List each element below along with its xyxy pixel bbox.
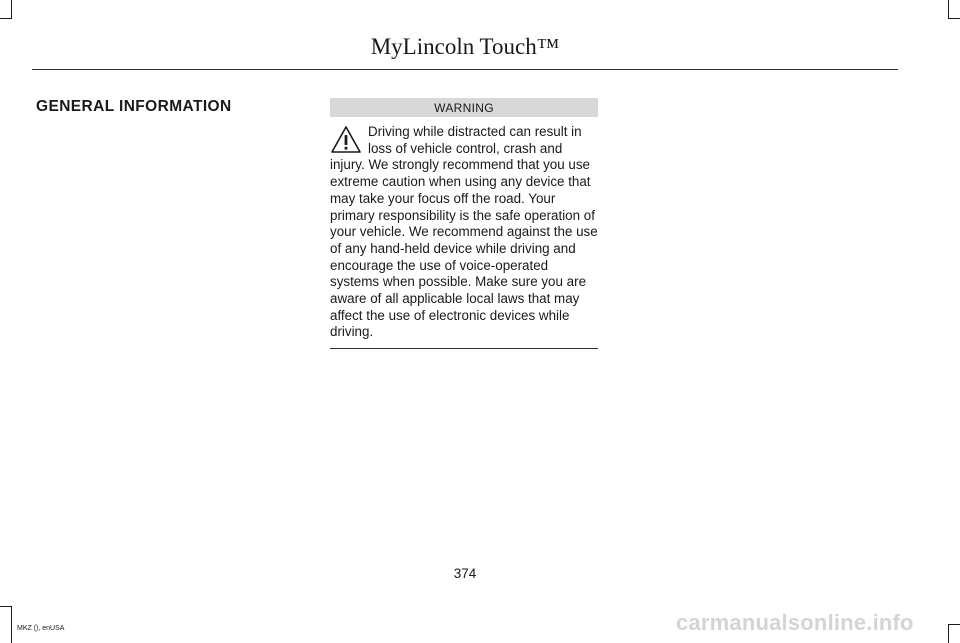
warning-box	[330, 98, 598, 349]
crop-mark	[948, 0, 949, 18]
crop-mark	[0, 606, 12, 607]
warning-label: WARNING	[330, 98, 598, 117]
crop-mark	[0, 18, 12, 19]
crop-mark	[11, 606, 12, 643]
crop-mark	[948, 18, 960, 19]
crop-mark	[948, 624, 960, 625]
crop-mark	[948, 624, 949, 643]
header-divider	[32, 69, 898, 70]
watermark: carmanualsonline.info	[676, 610, 914, 635]
warning-body	[330, 124, 598, 341]
warning-triangle-icon	[330, 125, 362, 155]
section-heading: GENERAL INFORMATION	[36, 98, 232, 115]
warning-divider	[330, 348, 598, 349]
crop-mark	[11, 0, 12, 18]
warning-text: Driving while distracted can result in loss of vehicle control, crash and injury. We strongly recommend that you use extreme caution when using any device that may take your focus off the road. Your primary responsibility is the safe operation of your vehicle. We recommend against the use of any hand-held device while driving and encourage the use of voice-operated systems when possible. Make sure you are aware of all applicable local laws that may affect the use of electronic devices while driving.	[330, 124, 598, 340]
page-header-title: MyLincoln Touch™	[370, 34, 560, 59]
page-number: 374	[453, 566, 477, 581]
document-code: MKZ (), enUSA	[17, 625, 65, 632]
